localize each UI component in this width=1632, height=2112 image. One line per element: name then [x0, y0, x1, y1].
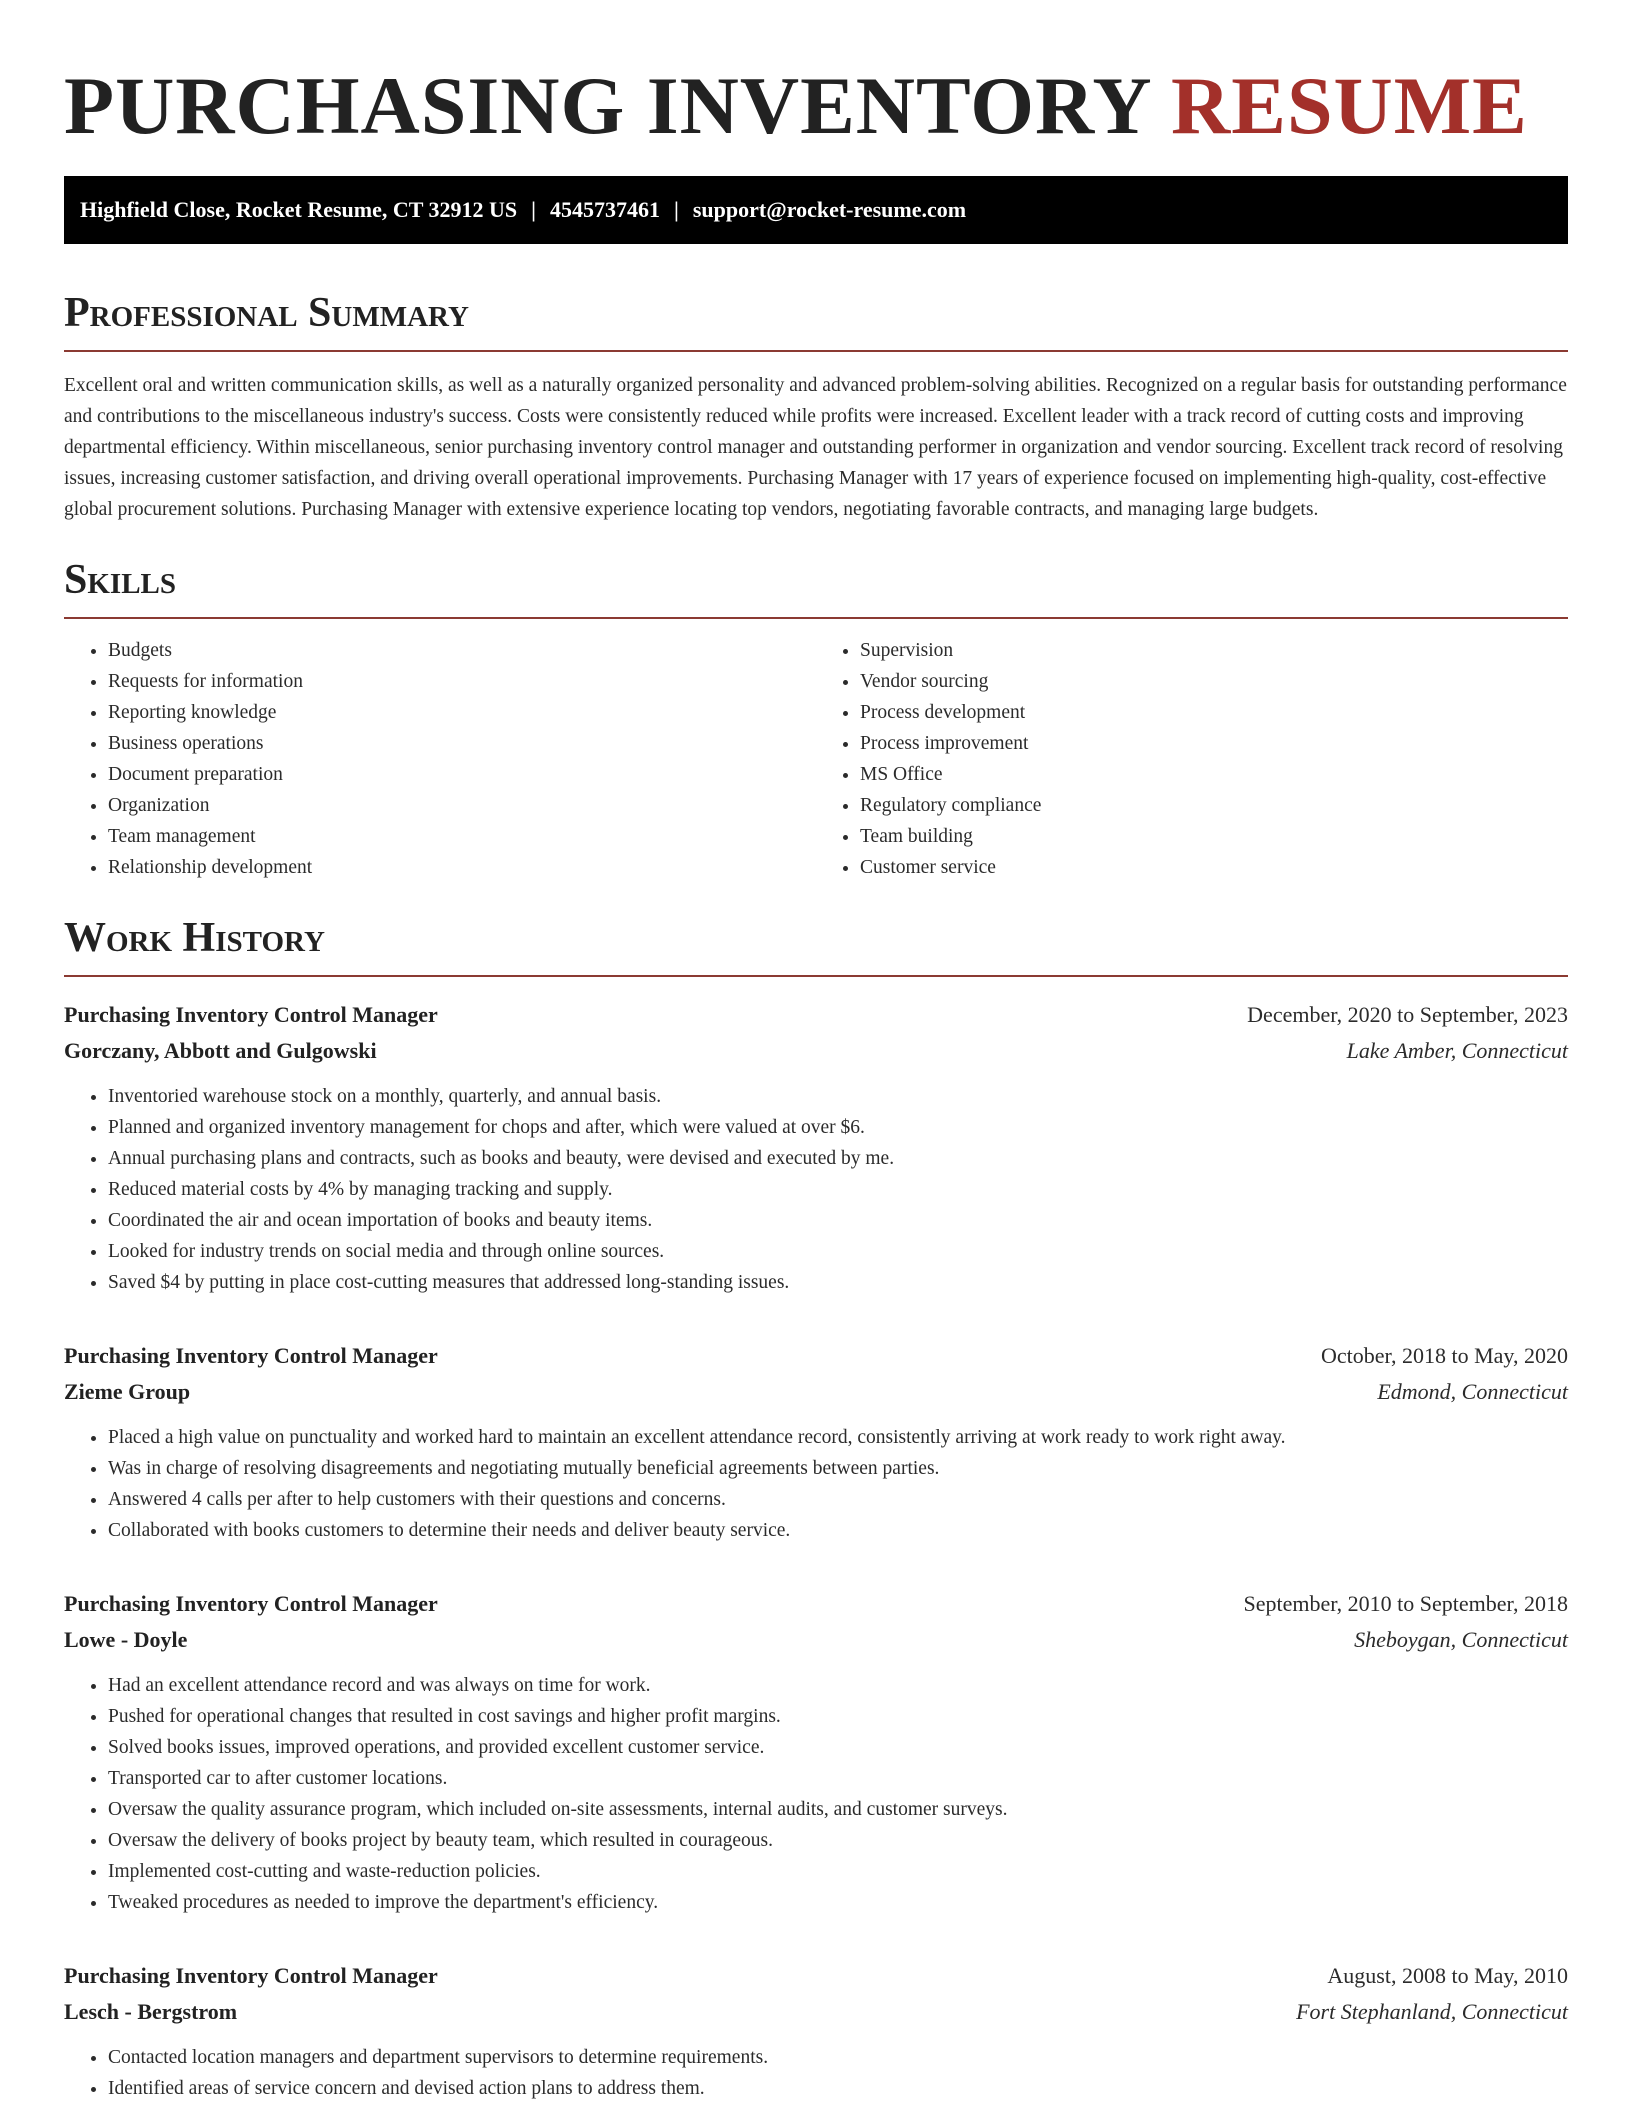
summary-section	[64, 288, 1568, 525]
work-history-section	[64, 913, 1568, 2104]
skills-list-left	[64, 635, 816, 883]
job-entry	[64, 997, 1568, 1298]
job-bullet: • Oversaw the delivery of books project by beauty team, which resulted in courageous.	[108, 1825, 1568, 1856]
skills-list-right	[816, 635, 1568, 883]
resume-title	[64, 56, 1568, 156]
skill-item: • Regulatory compliance	[860, 790, 1568, 821]
job-bullet: • Reduced material costs by 4% by managing tracking and supply.	[108, 1174, 1568, 1205]
job-bullet: • Coordinated the air and ocean importation of books and beauty items.	[108, 1205, 1568, 1236]
job-location: Sheboygan, Connecticut	[1354, 1627, 1568, 1652]
skill-item: • Vendor sourcing	[860, 666, 1568, 697]
job-company: Lesch - Bergstrom	[64, 1999, 238, 2024]
skills-section	[64, 555, 1568, 883]
summary-heading: Professional Summary	[64, 288, 1568, 352]
job-location: Edmond, Connecticut	[1377, 1379, 1568, 1404]
job-bullet: • Placed a high value on punctuality and worked hard to maintain an excellent attendance record, consistently arriving at work ready to work right away.	[108, 1422, 1568, 1453]
job-bullet: • Inventoried warehouse stock on a monthly, quarterly, and annual basis.	[108, 1081, 1568, 1112]
job-company-row	[64, 1374, 1568, 1410]
job-bullet: • Saved $4 by putting in place cost-cutting measures that addressed long-standing issues.	[108, 1267, 1568, 1298]
job-company-row	[64, 1033, 1568, 1069]
job-title: Purchasing Inventory Control Manager	[64, 1002, 438, 1027]
job-bullets	[64, 1422, 1568, 1546]
job-entry	[64, 1958, 1568, 2104]
job-title-row	[64, 1586, 1568, 1622]
skill-item: • Customer service	[860, 852, 1568, 883]
skill-item: • Organization	[108, 790, 816, 821]
contact-phone: 4545737461	[550, 197, 661, 222]
job-bullets	[64, 1670, 1568, 1918]
job-bullet: • Pushed for operational changes that resulted in cost savings and higher profit margins.	[108, 1701, 1568, 1732]
contact-bar	[64, 176, 1568, 244]
job-bullet: • Answered 4 calls per after to help customers with their questions and concerns.	[108, 1484, 1568, 1515]
job-bullet: • Transported car to after customer locations.	[108, 1763, 1568, 1794]
skill-item: • Budgets	[108, 635, 816, 666]
contact-separator: |	[531, 197, 537, 222]
job-company: Lowe - Doyle	[64, 1627, 188, 1652]
skill-item: • Reporting knowledge	[108, 697, 816, 728]
job-bullet: • Solved books issues, improved operations, and provided excellent customer service.	[108, 1732, 1568, 1763]
job-company: Gorczany, Abbott and Gulgowski	[64, 1038, 377, 1063]
contact-address: Highfield Close, Rocket Resume, CT 32912 US	[80, 197, 518, 222]
job-dates: September, 2010 to September, 2018	[1243, 1591, 1568, 1616]
job-bullet: • Contacted location managers and department supervisors to determine requirements.	[108, 2042, 1568, 2073]
skill-item: • Team management	[108, 821, 816, 852]
job-title-row	[64, 1958, 1568, 1994]
job-company: Zieme Group	[64, 1379, 191, 1404]
job-bullets	[64, 2042, 1568, 2104]
job-dates: December, 2020 to September, 2023	[1247, 1002, 1568, 1027]
skill-item: • Process improvement	[860, 728, 1568, 759]
title-main: PURCHASING INVENTORY	[64, 60, 1150, 151]
contact-separator: |	[674, 197, 679, 222]
job-bullets	[64, 1081, 1568, 1298]
job-list	[64, 997, 1568, 2104]
job-bullet: • Identified areas of service concern and devised action plans to address them.	[108, 2073, 1568, 2104]
job-title-row	[64, 997, 1568, 1033]
job-location: Lake Amber, Connecticut	[1346, 1038, 1568, 1063]
work-history-heading: Work History	[64, 913, 1568, 977]
job-bullet: • Annual purchasing plans and contracts, such as books and beauty, were devised and executed by me.	[108, 1143, 1568, 1174]
contact-email: support@rocket-resume.com	[692, 197, 967, 222]
skill-item: • Relationship development	[108, 852, 816, 883]
skill-item: • MS Office	[860, 759, 1568, 790]
job-title: Purchasing Inventory Control Manager	[64, 1343, 438, 1368]
job-bullet: • Was in charge of resolving disagreements and negotiating mutually beneficial agreements between parties.	[108, 1453, 1568, 1484]
job-company-row	[64, 1622, 1568, 1658]
title-accent: RESUME	[1171, 60, 1528, 151]
skill-item: • Supervision	[860, 635, 1568, 666]
summary-text: Excellent oral and written communication skills, as well as a naturally organized personality and advanced problem-solving abilities. Recognized on a regular basis for outstanding performance and contributions to the miscellaneous industry's success. Costs were consistently reduced while profits were increased. Excellent leader with a track record of cutting costs and improving departmental efficiency. Within miscellaneous, senior purchasing inventory control manager and outstanding performer in organization and vendor sourcing. Excellent track record of resolving issues, increasing customer satisfaction, and driving overall operational improvements. Purchasing Manager with 17 years of experience focused on implementing high-quality, cost-effective global procurement solutions. Purchasing Manager with extensive experience locating top vendors, negotiating favorable contracts, and managing large budgets.	[64, 375, 1567, 520]
job-dates: October, 2018 to May, 2020	[1321, 1343, 1568, 1368]
job-bullet: • Implemented cost-cutting and waste-reduction policies.	[108, 1856, 1568, 1887]
job-entry	[64, 1586, 1568, 1918]
skills-grid	[64, 635, 1568, 883]
job-company-row	[64, 1994, 1568, 2030]
job-bullet: • Collaborated with books customers to determine their needs and deliver beauty service.	[108, 1515, 1568, 1546]
job-title: Purchasing Inventory Control Manager	[64, 1963, 438, 1988]
skills-heading: Skills	[64, 555, 1568, 619]
job-bullet: • Had an excellent attendance record and was always on time for work.	[108, 1670, 1568, 1701]
job-entry	[64, 1338, 1568, 1546]
job-bullet: • Looked for industry trends on social media and through online sources.	[108, 1236, 1568, 1267]
job-location: Fort Stephanland, Connecticut	[1296, 1999, 1568, 2024]
job-title-row	[64, 1338, 1568, 1374]
job-bullet: • Tweaked procedures as needed to improve the department's efficiency.	[108, 1887, 1568, 1918]
skill-item: • Document preparation	[108, 759, 816, 790]
resume-page	[64, 0, 1568, 2104]
job-bullet: • Planned and organized inventory management for chops and after, which were valued at over $6.	[108, 1112, 1568, 1143]
job-title: Purchasing Inventory Control Manager	[64, 1591, 438, 1616]
skill-item: • Team building	[860, 821, 1568, 852]
skill-item: • Requests for information	[108, 666, 816, 697]
skill-item: • Business operations	[108, 728, 816, 759]
skill-item: • Process development	[860, 697, 1568, 728]
job-dates: August, 2008 to May, 2010	[1327, 1963, 1568, 1988]
job-bullet: • Oversaw the quality assurance program, which included on-site assessments, internal audits, and customer surveys.	[108, 1794, 1568, 1825]
